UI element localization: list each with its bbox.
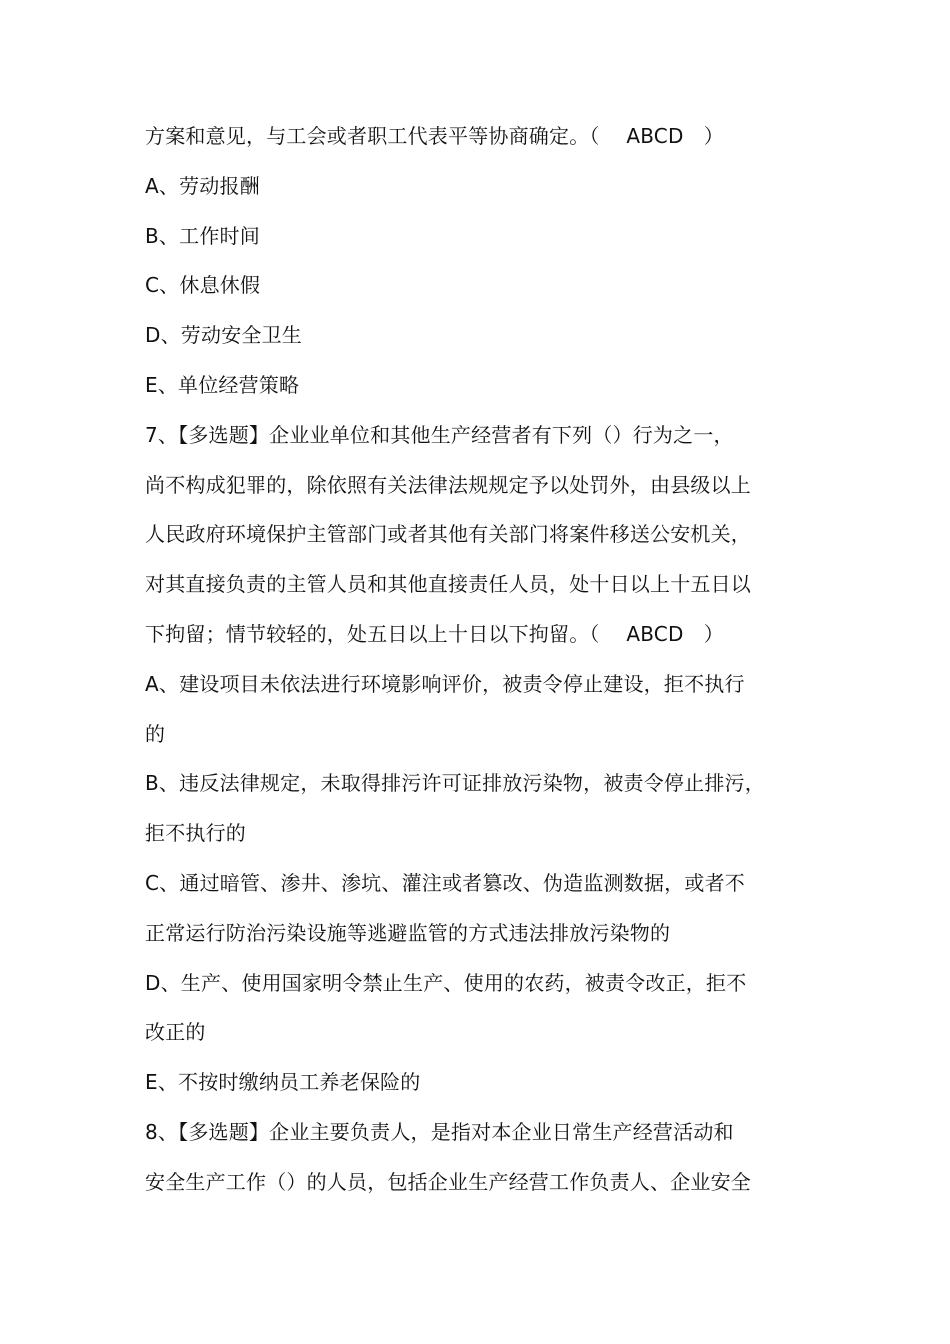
question-7-line: 7、【多选题】企业业单位和其他生产经营者有下列（）行为之一， xyxy=(145,422,734,447)
question-7-line: 尚不构成犯罪的，除依照有关法律法规规定予以处罚外，由县级以上 xyxy=(145,472,751,497)
document-body xyxy=(145,112,810,1208)
option-e: E、单位经营策略 xyxy=(145,372,300,397)
question-8-line: 安全生产工作（）的人员，包括企业生产经营工作负责人、企业安全 xyxy=(145,1169,751,1194)
question-7-line: 对其直接负责的主管人员和其他直接责任人员，处十日以上十五日以 xyxy=(145,572,751,597)
option-d: D、劳动安全卫生 xyxy=(145,323,303,348)
option-d-continued: 改正的 xyxy=(145,1020,206,1045)
option-d: D、生产、使用国家明令禁止生产、使用的农药，被责令改正，拒不 xyxy=(145,970,747,995)
option-b: B、违反法律规定，未取得排污许可证排放污染物，被责令停止排污， xyxy=(145,771,765,796)
option-c-continued: 正常运行防治污染设施等逃避监管的方式违法排放污染物的 xyxy=(145,920,671,945)
option-b-continued: 拒不执行的 xyxy=(145,821,246,846)
question-7-line: 人民政府环境保护主管部门或者其他有关部门将案件移送公安机关， xyxy=(145,522,751,547)
text-line: 方案和意见，与工会或者职工代表平等协商确定。（ ABCD ） xyxy=(145,124,724,148)
option-b: B、工作时间 xyxy=(145,223,260,248)
option-a: A、建设项目未依法进行环境影响评价，被责令停止建设，拒不执行 xyxy=(145,671,745,696)
option-e: E、不按时缴纳员工养老保险的 xyxy=(145,1070,421,1095)
option-c: C、休息休假 xyxy=(145,273,261,298)
option-c: C、通过暗管、渗井、渗坑、灌注或者篡改、伪造监测数据，或者不 xyxy=(145,870,745,895)
question-8-line: 8、【多选题】企业主要负责人，是指对本企业日常生产经营活动和 xyxy=(145,1119,734,1144)
option-a-continued: 的 xyxy=(145,721,166,746)
question-7-line: 下拘留；情节较轻的，处五日以上十日以下拘留。（ ABCD ） xyxy=(145,621,724,646)
option-a: A、劳动报酬 xyxy=(145,173,260,198)
